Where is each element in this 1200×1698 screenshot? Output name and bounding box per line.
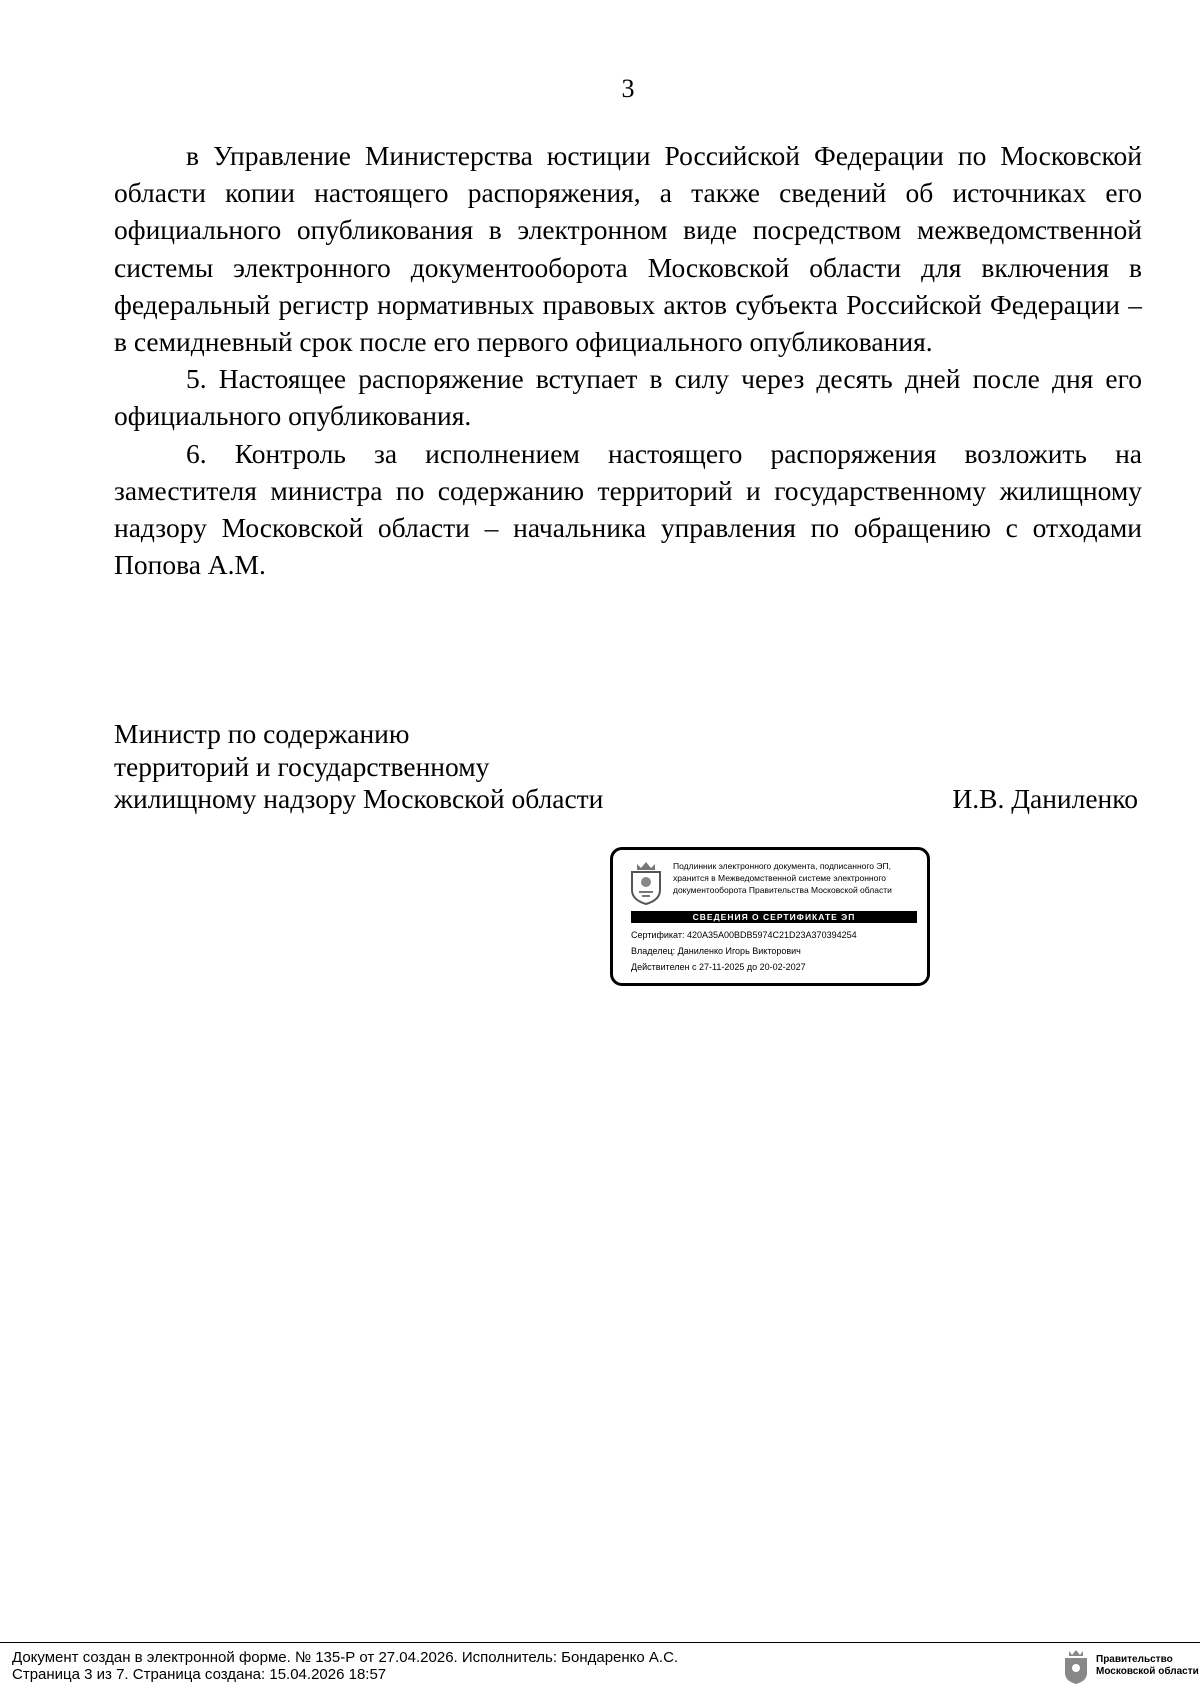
stamp-validity: Действителен с 27-11-2025 до 20-02-2027 <box>631 962 806 972</box>
stamp-header-line: Подлинник электронного документа, подписанного ЭП, <box>673 861 891 871</box>
stamp-header <box>673 860 923 896</box>
stamp-owner: Владелец: Даниленко Игорь Викторович <box>631 946 801 956</box>
footer-info <box>12 1649 678 1683</box>
page-number: 3 <box>621 74 635 103</box>
signer-position-line: Министр по содержанию <box>114 718 410 749</box>
paragraph-entry-into-force: 5. Настоящее распоряжение вступает в силу через десять дней после дня его официального опубликования. <box>114 363 1142 432</box>
footer-org-line: Правительство <box>1096 1654 1173 1665</box>
footer-document-info: Документ создан в электронной форме. № 135-Р от 27.04.2026. Исполнитель: Бондаренко А.С. <box>12 1649 679 1666</box>
footer-organization <box>1096 1654 1199 1678</box>
paragraph-control-assignment: 6. Контроль за исполнением настоящего распоряжения возложить на заместителя министра по содержанию территорий и государственному жилищному надзору Московской области – начальника управления по обращению с отходами Попова А.М. <box>114 437 1142 581</box>
stamp-header-line: хранится в Межведомственной системе электронного <box>673 873 886 883</box>
stamp-title-bar: СВЕДЕНИЯ О СЕРТИФИКАТЕ ЭП <box>631 911 917 923</box>
moscow-oblast-coat-of-arms-icon <box>627 858 665 906</box>
signature-block <box>114 718 1142 816</box>
signer-name: И.В. Даниленко <box>952 783 1138 814</box>
document-body <box>114 137 1142 583</box>
footer-divider <box>0 1642 1200 1643</box>
signer-position-line: жилищному надзору Московской области <box>114 783 604 814</box>
moscow-oblast-government-logo-icon <box>1062 1648 1090 1686</box>
signer-position-line: территорий и государственному <box>114 750 490 782</box>
e-signature-stamp <box>610 847 930 986</box>
stamp-certificate: Сертификат: 420A35A00BDB5974C21D23A370394254 <box>631 930 857 940</box>
footer-org-line: Московской области <box>1096 1666 1199 1677</box>
footer-page-info: Страница 3 из 7. Страница создана: 15.04.2026 18:57 <box>12 1666 387 1683</box>
paragraph-registry-submission: в Управление Министерства юстиции Российской Федерации по Московской области копии настоящего распоряжения, а также сведений об источниках его официального опубликования в электронном виде посредством межведомственной системы электронного документооборота Московской области для включения в федеральный регистр нормативных правовых актов субъекта Российской Федерации – в семидневный срок после его первого официального опубликования. <box>114 140 1142 358</box>
stamp-header-line: документооборота Правительства Московской области <box>673 885 892 895</box>
